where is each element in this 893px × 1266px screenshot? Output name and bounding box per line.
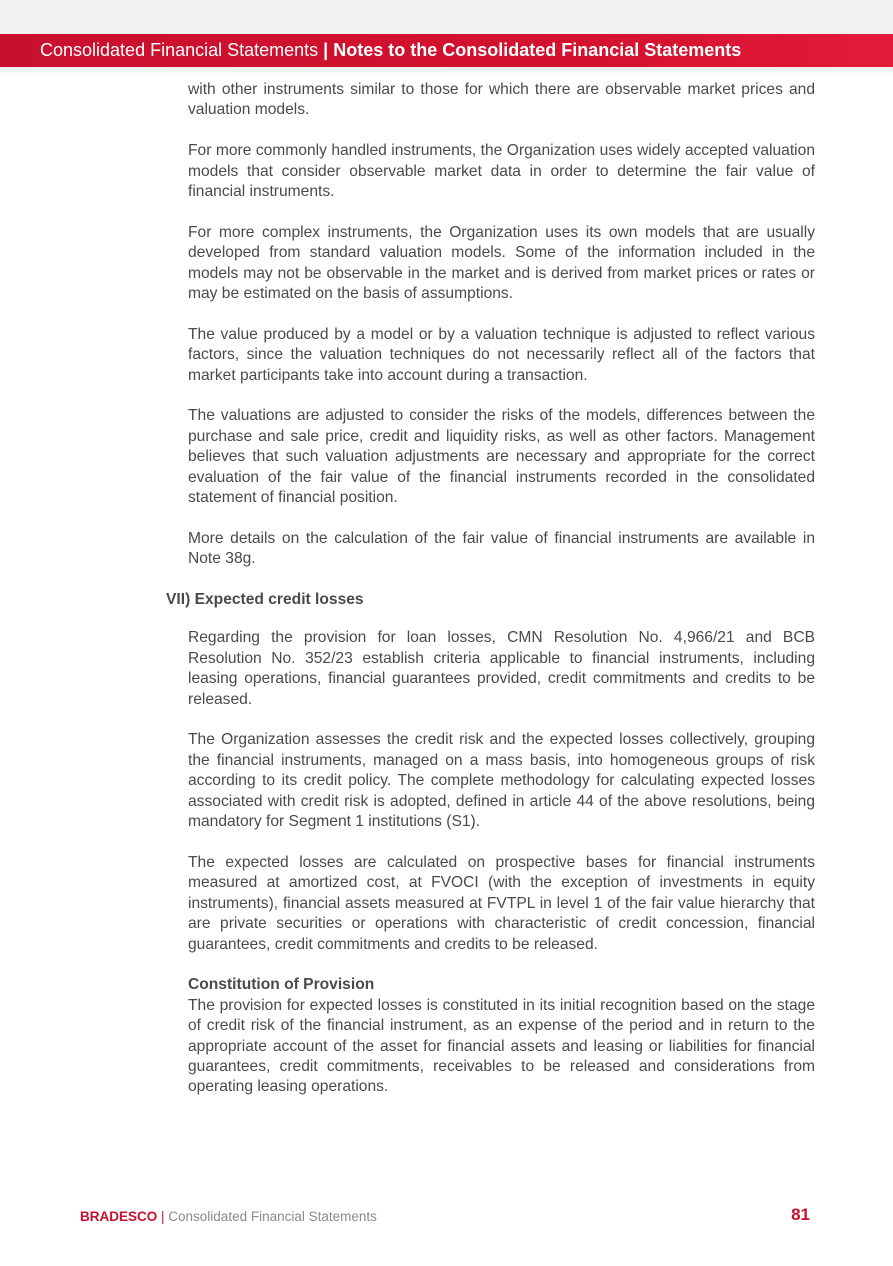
- top-margin: [0, 0, 893, 34]
- header-shadow: [0, 67, 893, 75]
- header-subsection-title: Notes to the Consolidated Financial Statements: [333, 40, 742, 60]
- page-footer: [80, 1207, 810, 1227]
- footer-title: Consolidated Financial Statements: [168, 1209, 377, 1224]
- page-header: [0, 34, 893, 67]
- paragraph: More details on the calculation of the fair value of financial instruments are available in Note 38g.: [188, 529, 815, 568]
- paragraph: with other instruments similar to those for which there are observable market prices and valuation models.: [188, 81, 815, 119]
- header-separator: |: [318, 40, 334, 60]
- footer-separator: |: [157, 1209, 169, 1224]
- document-body: [166, 80, 815, 1118]
- paragraph: The Organization assesses the credit risk and the expected losses collectively, grouping the financial instruments, managed on a mass basis, into homogeneous groups of risk according to its credit policy. The complete methodology for calculating expected losses associated with credit risk is adopted, defined in article 44 of the above resolutions, being mandatory for Segment 1 institutions (S1).: [188, 731, 815, 831]
- header-section-title: Consolidated Financial Statements: [40, 40, 319, 60]
- paragraph: For more commonly handled instruments, the Organization uses widely accepted valuation models that consider observable market data in order to determine the fair value of financial instruments.: [188, 142, 815, 201]
- page-number: 81: [791, 1205, 810, 1224]
- paragraph: The value produced by a model or by a valuation technique is adjusted to reflect various factors, since the valuation techniques do not necessarily reflect all of the factors that market participants take into account during a transaction.: [188, 325, 815, 384]
- paragraph: For more complex instruments, the Organization uses its own models that are usually developed from standard valuation models. Some of the information included in the models may not be observable in the market and is derived from market prices or rates or may be estimated on the basis of assumptions.: [188, 223, 815, 303]
- footer-brand: BRADESCO: [80, 1209, 158, 1224]
- paragraph: The valuations are adjusted to consider the risks of the models, differences between the purchase and sale price, credit and liquidity risks, as well as other factors. Management believes that such valuation adjustments are necessary and appropriate for the correct evaluation of the fair value of the financial instruments recorded in the consolidated statement of financial position.: [188, 407, 815, 507]
- section-heading: VII) Expected credit losses: [166, 591, 364, 609]
- paragraph: The provision for expected losses is constituted in its initial recognition based on the stage of credit risk of the financial instrument, as an expense of the period and in return to the appropriate account of the asset for financial assets and leasing or liabilities for financial guarantees, credit commitments, receivables to be released and considerations from operating leasing operations.: [188, 996, 815, 1096]
- paragraph: Regarding the provision for loan losses, CMN Resolution No. 4,966/21 and BCB Resolution No. 352/23 establish criteria applicable to financial instruments, including leasing operations, financial guarantees provided, credit commitments and credits to be released.: [188, 629, 815, 708]
- paragraph: The expected losses are calculated on prospective bases for financial instruments measured at amortized cost, at FVOCI (with the exception of investments in equity instruments), financial assets measured at FVTPL in level 1 of the fair value hierarchy that are private securities or operations with characteristic of credit concession, financial guarantees, credit commitments and credits to be released.: [188, 853, 815, 953]
- sub-heading: Constitution of Provision: [188, 976, 375, 994]
